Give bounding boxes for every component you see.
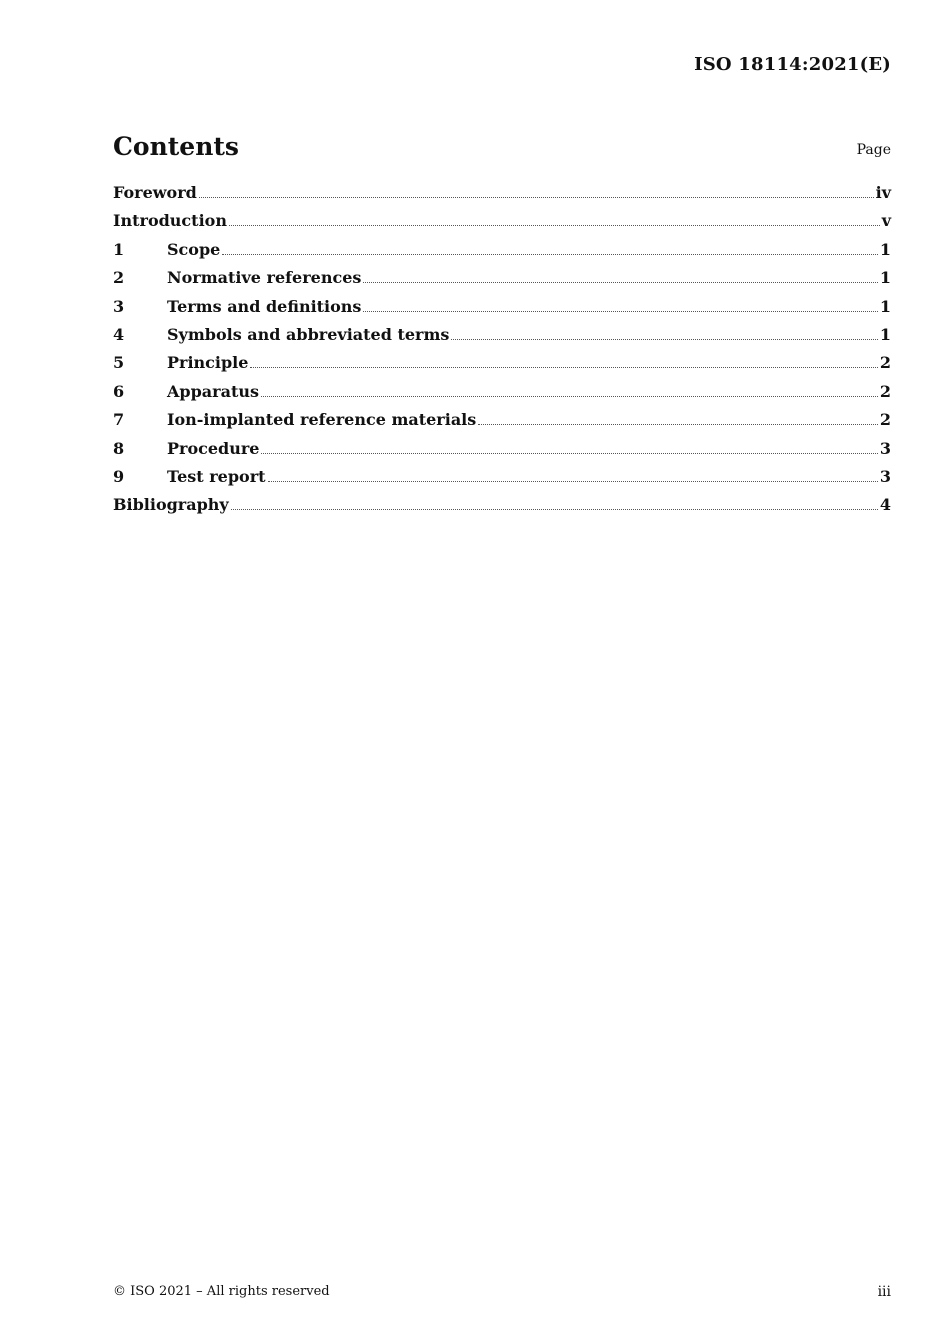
dot-leader bbox=[222, 254, 878, 255]
dot-leader bbox=[478, 424, 878, 425]
toc-entry-page: 3 bbox=[879, 466, 891, 486]
toc-entry-introduction[interactable] bbox=[113, 211, 891, 239]
toc-entry-page: 1 bbox=[879, 296, 891, 316]
toc-entry-procedure[interactable] bbox=[113, 439, 891, 467]
toc-entry-title: Test report bbox=[167, 466, 266, 486]
toc-entry-number: 3 bbox=[113, 296, 125, 316]
toc-entry-principle[interactable] bbox=[113, 353, 891, 381]
contents-header bbox=[113, 132, 891, 166]
toc-entry-page: 3 bbox=[879, 438, 891, 458]
dot-leader bbox=[261, 396, 878, 397]
toc-entry-number: 8 bbox=[113, 438, 125, 458]
toc-entry-test-report[interactable] bbox=[113, 467, 891, 495]
toc-entry-normative-references[interactable] bbox=[113, 268, 891, 296]
toc-entry-page: iv bbox=[875, 183, 891, 202]
toc-entry-page: 1 bbox=[879, 239, 891, 259]
toc-entry-page: 2 bbox=[879, 381, 891, 401]
toc-entry-number: 6 bbox=[113, 381, 125, 401]
toc-entry-page: v bbox=[881, 211, 891, 231]
toc-entry-title: Ion-implanted reference materials bbox=[167, 410, 477, 430]
dot-leader bbox=[229, 225, 880, 226]
toc-entry-page: 2 bbox=[879, 353, 891, 373]
toc-entry-ion-implanted-reference-materials[interactable] bbox=[113, 410, 891, 438]
toc-entry-page: 1 bbox=[879, 268, 891, 288]
dot-leader bbox=[231, 509, 878, 510]
dot-leader bbox=[250, 367, 877, 368]
page-number: iii bbox=[877, 1284, 891, 1300]
dot-leader bbox=[268, 481, 878, 482]
toc-entry-apparatus[interactable] bbox=[113, 382, 891, 410]
toc-entry-page: 4 bbox=[879, 495, 891, 515]
toc-entry-number: 7 bbox=[113, 410, 125, 430]
copyright-notice: © ISO 2021 – All rights reserved bbox=[113, 1284, 330, 1299]
toc-entry-number: 1 bbox=[113, 239, 125, 259]
toc-entry-title: Principle bbox=[167, 353, 249, 373]
toc-entry-title: Procedure bbox=[167, 438, 260, 458]
dot-leader bbox=[363, 311, 877, 312]
dot-leader bbox=[451, 339, 877, 340]
toc-entry-page: 1 bbox=[879, 324, 891, 344]
toc-entry-title: Symbols and abbreviated terms bbox=[167, 324, 450, 344]
toc-entry-title: Normative references bbox=[167, 268, 362, 288]
toc-entry-scope[interactable] bbox=[113, 240, 891, 268]
toc-entry-title: Scope bbox=[167, 239, 221, 259]
toc-entry-title: Apparatus bbox=[167, 381, 259, 401]
toc-entry-number: 4 bbox=[113, 324, 125, 344]
toc-entry-foreword[interactable] bbox=[113, 183, 891, 211]
toc-entry-title: Foreword bbox=[113, 183, 197, 202]
page-footer bbox=[113, 1284, 891, 1304]
dot-leader bbox=[261, 453, 877, 454]
dot-leader bbox=[363, 282, 877, 283]
toc-entry-terms-and-definitions[interactable] bbox=[113, 297, 891, 325]
toc-entry-symbols-and-abbreviated-terms[interactable] bbox=[113, 325, 891, 353]
contents-title: Contents bbox=[113, 132, 240, 161]
dot-leader bbox=[199, 197, 874, 198]
toc-entry-bibliography[interactable] bbox=[113, 495, 891, 523]
table-of-contents bbox=[113, 183, 891, 524]
toc-entry-number: 5 bbox=[113, 353, 125, 373]
toc-entry-number: 9 bbox=[113, 466, 125, 486]
toc-entry-page: 2 bbox=[879, 410, 891, 430]
page-column-label: Page bbox=[856, 142, 891, 158]
toc-entry-number: 2 bbox=[113, 268, 125, 288]
toc-entry-title: Terms and definitions bbox=[167, 296, 362, 316]
toc-entry-title: Introduction bbox=[113, 211, 227, 231]
toc-entry-title: Bibliography bbox=[113, 495, 229, 515]
document-id: ISO 18114:2021(E) bbox=[694, 54, 891, 75]
